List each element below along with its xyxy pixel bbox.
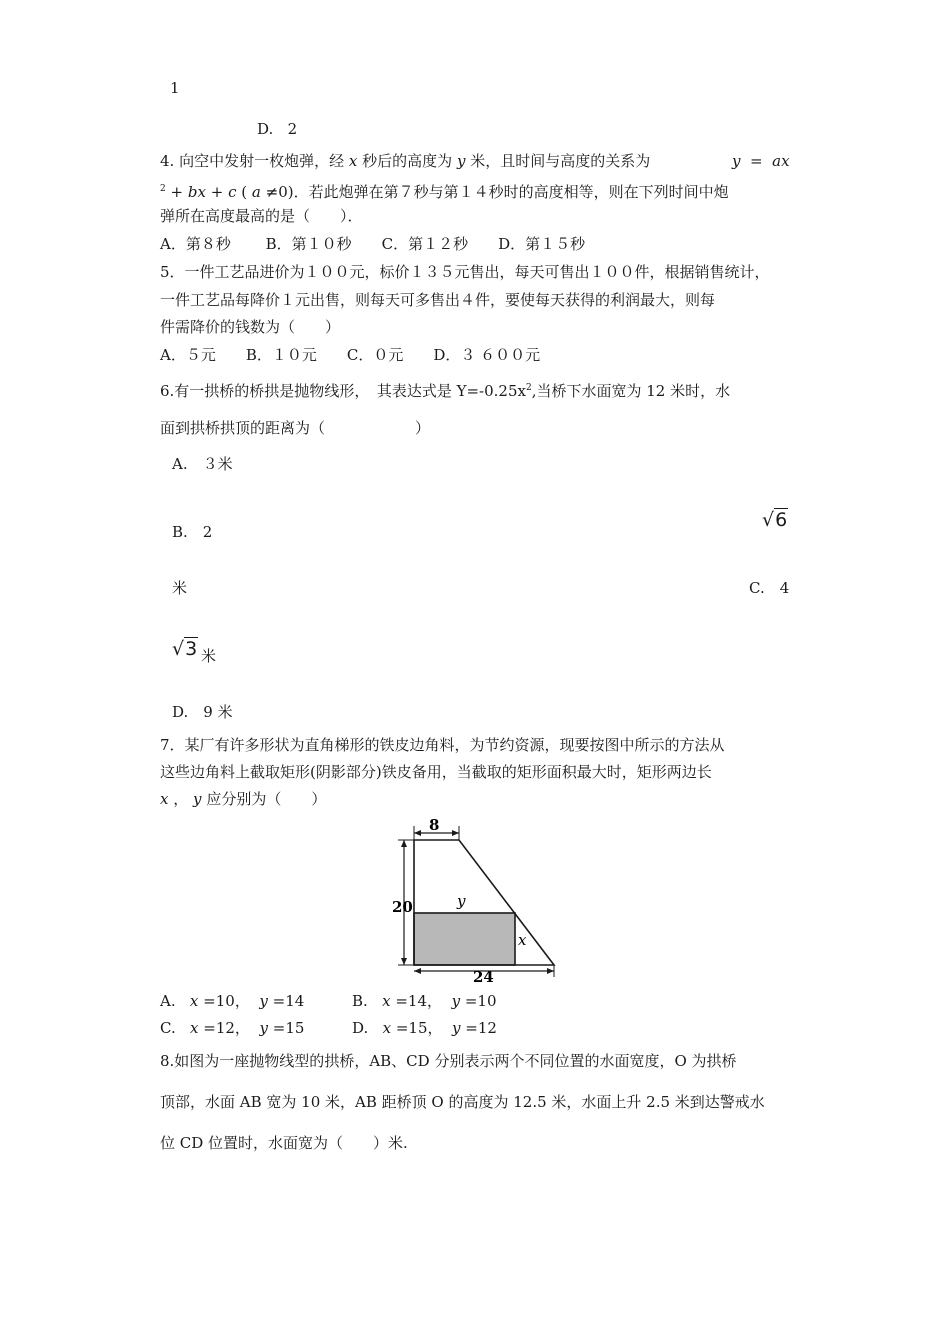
option-label: B. [352,992,368,1010]
q8-line-1: 8.如图为一座抛物线型的拱桥，AB、CD 分别表示两个不同位置的水面宽度，O 为拱桥 [160,1052,737,1070]
q4-line-1 [160,151,650,171]
option-label: D. [352,1019,369,1037]
shaded-rectangle [414,913,515,965]
q7-line-2: 这些边角料上截取矩形(阴影部分)铁皮备用，当截取的矩形面积最大时，矩形两边长 [160,763,712,781]
q6-option-a: A. ３米 [172,455,233,473]
var-x: x [382,992,391,1010]
fragment-1: 1 [170,79,180,97]
q4-line-2 [160,179,729,202]
value: =10 [464,992,497,1010]
q7-line-1: 7．某厂有许多形状为直角梯形的铁皮边角料，为节约资源，现要按图中所示的方法从 [160,736,725,754]
radical-sign: √ [172,638,185,660]
text: 6.有一拱桥的桥拱是抛物线形， 其表达式是 Y=-0.25x [160,382,526,400]
label-x: x [518,931,527,949]
label-top: 8 [429,816,440,834]
q6-option-d: D. 9 米 [172,703,233,721]
radical-sign: √ [762,509,775,531]
sqrt-3 [172,638,198,660]
q4-equation-start [732,151,790,171]
var-x: x [382,1019,392,1037]
q7-line-3 [160,789,326,809]
trapezoid-diagram [385,812,565,984]
var-x: x [160,790,169,808]
label-y: y [457,892,466,910]
q4-options: A．第８秒 B．第１０秒 C．第１２秒 D．第１５秒 [160,235,586,253]
arrowhead [414,830,421,836]
fragment-option-d [257,119,297,139]
trapezoid-figure [385,812,565,984]
option-label: A. [160,992,176,1010]
arrowhead [414,968,421,974]
arrowhead [401,840,407,847]
text: ≠0)．若此炮弹在第７秒与第１４秒时的高度相等，则在下列时间中炮 [265,183,729,201]
paren: ( [241,183,248,201]
q6-unit: 米 [172,579,188,597]
text: 秒后的高度为 [362,152,453,170]
term-ax: ax [772,152,790,170]
var-y: y [456,152,466,170]
q8-line-3: 位 CD 位置时，水面宽为（ ）米. [160,1134,408,1152]
q7-option-c [160,1018,304,1038]
q5-line-2: 一件工艺品每降价１元出售，则每天可多售出４件，要使每天获得的利润最大，则每 [160,291,716,309]
q4-line-3: 弹所在高度最高的是（ ）． [160,207,363,225]
value: =15 [272,1019,305,1037]
text: ,当桥下水面宽为 12 米时，水 [531,382,731,400]
var-y: y [259,1019,268,1037]
radicand: 6 [775,509,788,531]
q5-line-3: 件需降价的钱数为（ ） [160,318,341,336]
arrowhead [547,968,554,974]
q6-line-1 [160,378,730,401]
value: =12， [203,1019,250,1037]
question-number: 4. [160,152,175,170]
sqrt-6 [762,509,788,531]
arrowhead [452,830,459,836]
q7-option-a [160,991,304,1011]
plus: + [210,183,224,201]
q6-option-c-unit: 米 [201,647,217,665]
text: 应分别为（ ） [206,790,327,808]
exponent: 2 [525,383,532,393]
comma: ， [173,790,189,808]
q6-option-c: C. 4 [749,579,790,597]
exponent: 2 [160,184,166,194]
arrowhead [401,958,407,965]
value: =14， [395,992,443,1010]
q7-option-b [352,991,496,1011]
value: =12 [465,1019,497,1037]
var-y: y [259,992,268,1010]
value: =15， [395,1019,443,1037]
term-c: c [228,183,237,201]
var-y: y [452,1019,461,1037]
q7-option-d [352,1018,497,1038]
text: 向空中发射一枚炮弹，经 [179,152,345,170]
q6-line-2: 面到拱桥拱顶的距离为（ ） [160,419,431,437]
equals: = [750,152,763,170]
option-label: D. [257,120,274,138]
value: =14 [272,992,305,1010]
q8-line-2: 顶部，水面 AB 宽为 10 米，AB 距桥顶 O 的高度为 12.5 米，水面上升 2.5 米到达警戒水 [160,1093,765,1111]
text: 米，且时间与高度的关系为 [470,152,651,170]
label-bottom: 24 [473,968,494,984]
option-value: 2 [287,120,298,138]
var-x: x [189,992,199,1010]
radicand: 3 [185,638,198,660]
var-a: a [251,183,261,201]
option-label: C. [160,1019,176,1037]
q5-line-1: 5．一件工艺品进价为１００元，标价１３５元售出，每天可售出１００件，根据销售统计， [160,263,770,281]
q5-options: A．５元 B．１０元 C．０元 D．３ ６００元 [160,346,541,364]
var-y: y [451,992,461,1010]
var-x: x [348,152,358,170]
value: =10， [203,992,250,1010]
var-y: y [193,790,202,808]
q6-option-b: B. 2 [172,523,213,541]
label-left: 20 [392,898,413,916]
var-x: x [190,1019,199,1037]
plus: + [170,183,184,201]
var-y: y [732,152,741,170]
term-bx: bx [187,183,206,201]
